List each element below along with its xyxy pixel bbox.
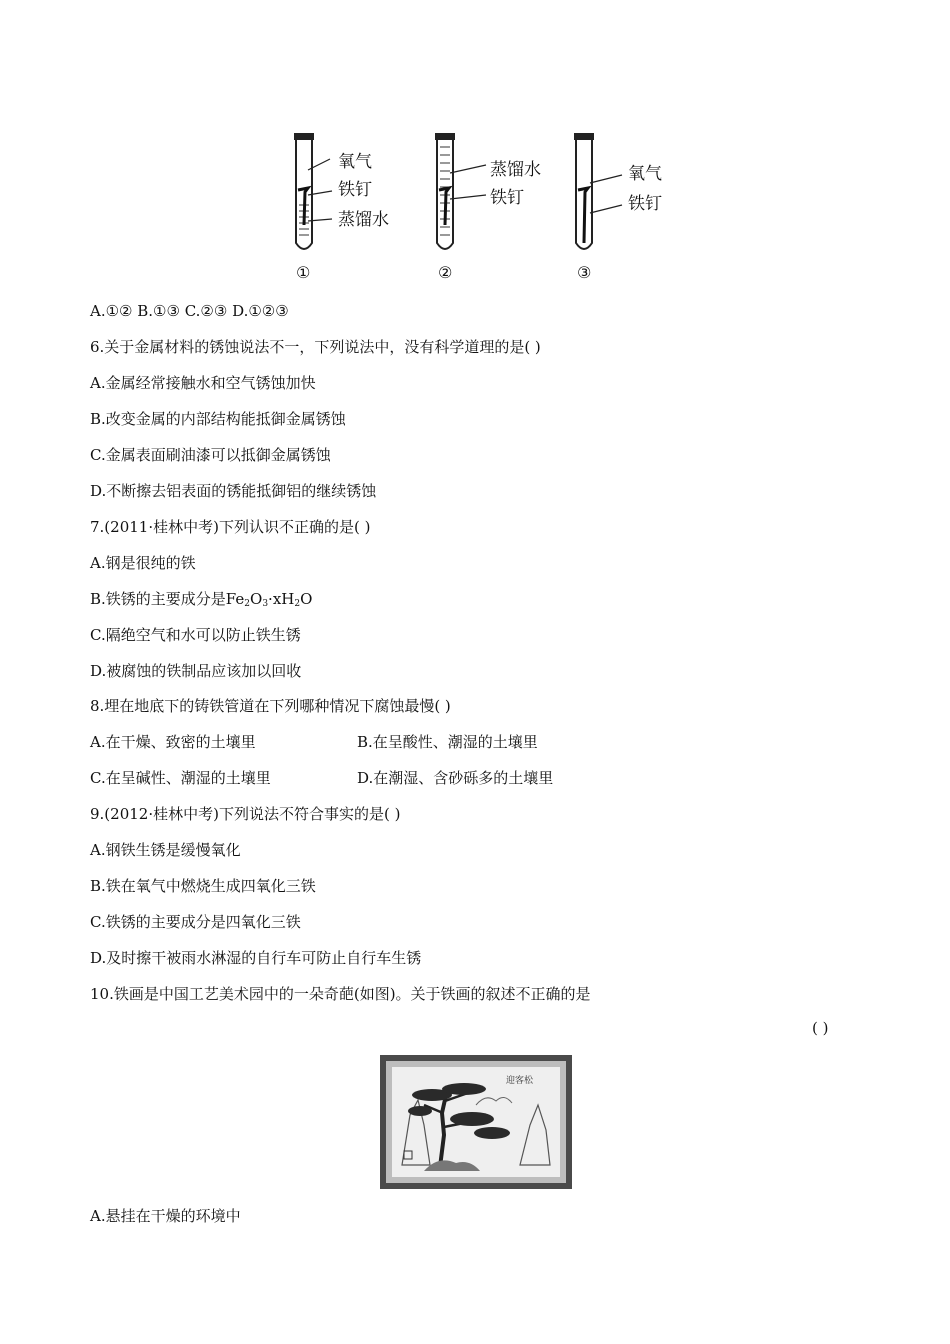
q9-option-d: D.及时擦干被雨水淋湿的自行车可防止自行车生锈 bbox=[90, 949, 422, 967]
tube1-label-nail: 铁钉 bbox=[338, 180, 372, 200]
q10-stem: 10.铁画是中国工艺美术园中的一朵奇葩(如图)。关于铁画的叙述不正确的是 bbox=[90, 985, 591, 1003]
q10-answer-paren: ( ) bbox=[812, 1019, 829, 1037]
q6-option-c: C.金属表面刷油漆可以抵御金属锈蚀 bbox=[90, 446, 331, 464]
q7-option-d: D.被腐蚀的铁制品应该加以回收 bbox=[90, 662, 302, 680]
q8-option-b: B.在呈酸性、潮湿的土壤里 bbox=[357, 733, 538, 751]
tube2-number: ② bbox=[438, 263, 453, 282]
tube3-label-nail: 铁钉 bbox=[628, 194, 662, 214]
test-tubes-figure bbox=[270, 125, 690, 290]
q7-option-b: B.铁锈的主要成分是$Fe_2O_3\cdot xH_2O$ bbox=[90, 590, 313, 609]
q8-option-a: A.在干燥、致密的土壤里 bbox=[90, 733, 256, 751]
q7-option-a: A.钢是很纯的铁 bbox=[90, 554, 196, 572]
q7-stem: 7.(2011·桂林中考)下列认识不正确的是( ) bbox=[90, 518, 371, 536]
q6-stem: 6.关于金属材料的锈蚀说法不一，下列说法中，没有科学道理的是( ) bbox=[90, 338, 541, 356]
q10-option-a: A.悬挂在干燥的环境中 bbox=[90, 1207, 241, 1225]
q8-option-c: C.在呈碱性、潮湿的土壤里 bbox=[90, 769, 271, 787]
q8-option-d: D.在潮湿、含砂砾多的土壤里 bbox=[357, 769, 554, 787]
tube1-number: ① bbox=[296, 263, 311, 282]
tube1-label-oxygen: 氧气 bbox=[338, 152, 372, 172]
test-tube-3 bbox=[574, 133, 622, 249]
q6-option-b: B.改变金属的内部结构能抵御金属锈蚀 bbox=[90, 410, 346, 428]
tube2-label-nail: 铁钉 bbox=[490, 188, 524, 208]
q8-stem: 8.埋在地底下的铸铁管道在下列哪种情况下腐蚀最慢( ) bbox=[90, 697, 451, 715]
test-tube-1 bbox=[294, 133, 332, 249]
tube3-number: ③ bbox=[577, 263, 592, 282]
iron-painting-figure bbox=[380, 1055, 572, 1189]
tube1-label-water: 蒸馏水 bbox=[338, 210, 389, 230]
q6-option-a: A.金属经常接触水和空气锈蚀加快 bbox=[90, 374, 316, 392]
test-tube-2 bbox=[435, 133, 486, 249]
tube3-label-oxygen: 氧气 bbox=[628, 164, 662, 184]
q5-options: A.①② B.①③ C.②③ D.①②③ bbox=[90, 302, 289, 320]
q9-option-a: A.钢铁生锈是缓慢氧化 bbox=[90, 841, 241, 859]
q9-option-c: C.铁锈的主要成分是四氧化三铁 bbox=[90, 913, 301, 931]
q9-option-b: B.铁在氧气中燃烧生成四氧化三铁 bbox=[90, 877, 316, 895]
q7-option-c: C.隔绝空气和水可以防止铁生锈 bbox=[90, 626, 301, 644]
q6-option-d: D.不断擦去铝表面的锈能抵御铝的继续锈蚀 bbox=[90, 482, 377, 500]
q9-stem: 9.(2012·桂林中考)下列说法不符合事实的是( ) bbox=[90, 805, 401, 823]
painting-inscription: 迎客松 bbox=[506, 1076, 534, 1086]
tube2-label-water: 蒸馏水 bbox=[490, 160, 541, 180]
